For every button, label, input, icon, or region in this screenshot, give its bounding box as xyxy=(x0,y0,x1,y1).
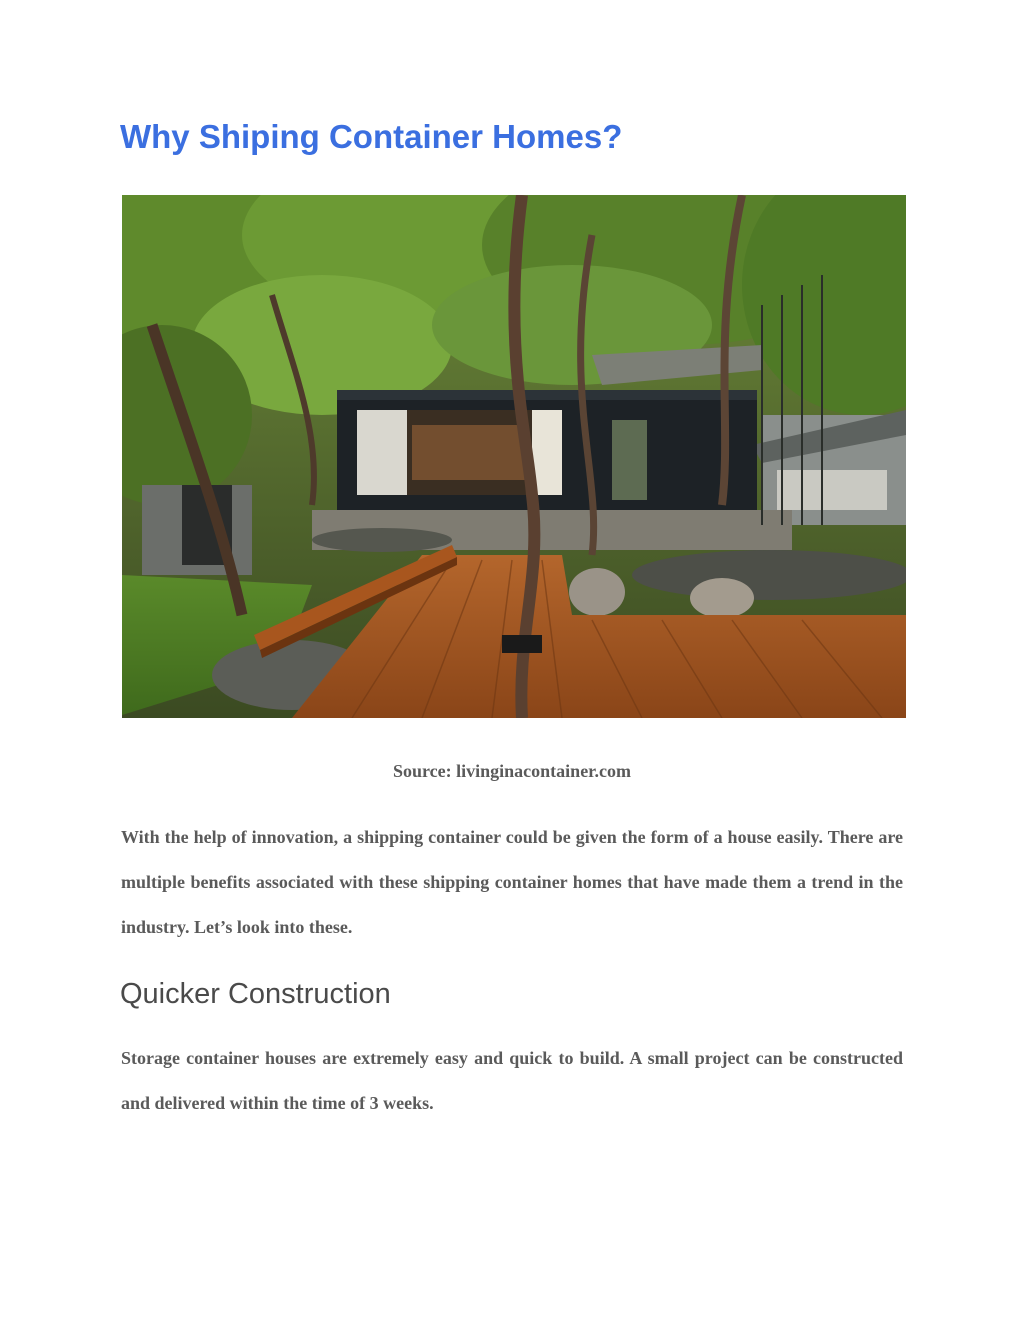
section-paragraph: Storage container houses are extremely easy and quick to build. A small project can be constructed and delivered within the time of 3 weeks. xyxy=(121,1048,903,1113)
section-heading: Quicker Construction xyxy=(120,978,391,1010)
intro-paragraph: With the help of innovation, a shipping container could be given the form of a house easily. There are multiple benefits associated with these shipping container homes that have made them a trend in the industry. Let’s look into these. xyxy=(121,827,903,937)
page-title: Why Shiping Container Homes? xyxy=(120,118,623,155)
image-caption: Source: livinginacontainer.com xyxy=(393,761,631,781)
container-home-photo xyxy=(122,195,906,718)
